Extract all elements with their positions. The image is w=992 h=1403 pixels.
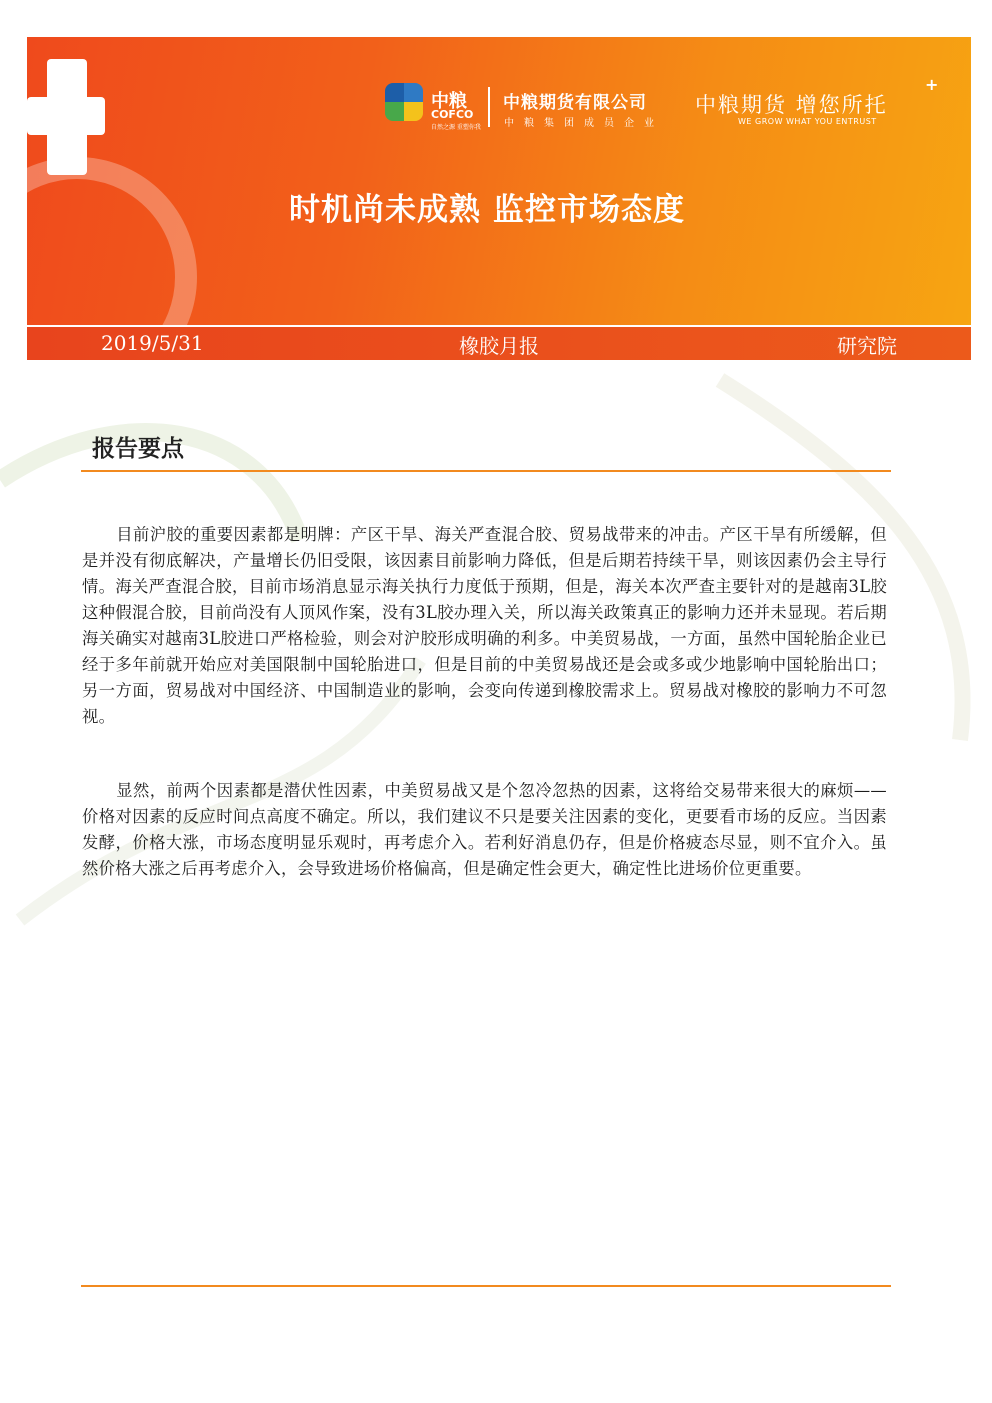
slogan-plus-icon: + [925,75,939,94]
footer-divider [81,1285,891,1287]
header-banner [27,37,971,325]
logo-divider [488,87,490,127]
department: 研究院 [837,334,897,358]
plus-icon-bar [27,97,105,135]
slogan-cn: 中粮期货 增您所托 [695,93,888,117]
info-bar [27,327,971,360]
report-title [27,184,947,229]
company-subtitle: 中粮集团成员企业 [504,118,664,129]
paragraph-2: 显然，前两个因素都是潜伏性因素，中美贸易战又是个忽冷忽热的因素，这将给交易带来很大的麻烦——价格对因素的反应时间点高度不确定。所以，我们建议不只是要关注因素的变化，更要看市场的反应。当因素发酵，价格大涨，市场态度明显乐观时，再考虑介入。若利好消息仍存，但是价格疲态尽显，则不宜介入。虽然价格大涨之后再考虑介入，会导致进场价格偏高，但是确定性会更大，确定性比进场价位更重要。 [82,781,887,878]
paragraph-1: 目前沪胶的重要因素都是明牌：产区干旱、海关严查混合胶、贸易战带来的冲击。产区干旱有所缓解，但是并没有彻底解决，产量增长仍旧受限，该因素目前影响力降低，但是后期若持续干旱，则该因素仍会主导行情。海关严查混合胶，目前市场消息显示海关执行力度低于预期，但是，海关本次严查主要针对的是越南3L胶这种假混合胶，目前尚没有人顶风作案，没有3L胶办理入关，所以海关政策真正的影响力还并未显现。若后期海关确实对越南3L胶进口严格检验，则会对沪胶形成明确的利多。中美贸易战，一方面，虽然中国轮胎企业已经于多年前就开始应对美国限制中国轮胎进口，但是目前的中美贸易战还是会或多或少地影响中国轮胎出口；另一方面，贸易战对中国经济、中国制造业的影响，会变向传递到橡胶需求上。贸易战对橡胶的影响力不可忽视。 [82,525,887,726]
report-date: 2019/5/31 [101,331,204,355]
logo-tagline: 自然之源 重塑你我 [431,124,481,131]
section-heading: 报告要点 [92,436,184,462]
cofco-logo-icon [385,83,423,121]
logo-cn-text: 中粮 [431,91,467,112]
slogan-en: WE GROW WHAT YOU ENTRUST [738,117,877,126]
heading-divider [81,470,891,472]
company-name: 中粮期货有限公司 [503,93,647,113]
report-title-part2: 监控市场态度 [493,192,685,228]
logo-en-text: COFCO [431,108,474,121]
decorative-ring [27,157,197,325]
report-type: 橡胶月报 [459,334,539,358]
report-title-part1: 时机尚未成熟 [289,192,481,228]
